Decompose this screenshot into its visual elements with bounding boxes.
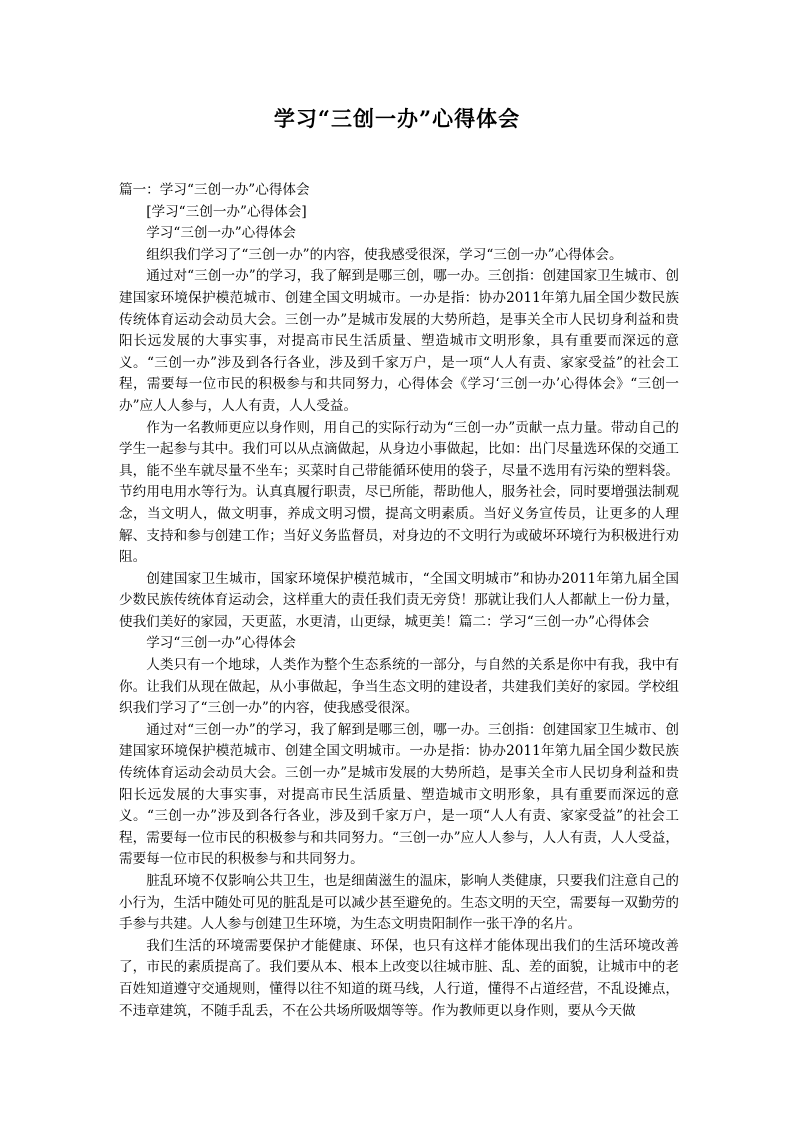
document-paragraph: 篇一：学习“三创一办”心得体会 bbox=[119, 182, 310, 198]
document-paragraph: 学习“三创一办”心得体会 bbox=[146, 225, 297, 242]
document-body bbox=[119, 180, 679, 1022]
document-paragraph: 学习“三创一办”心得体会 bbox=[146, 635, 297, 652]
document-title: 学习“三创一办”心得体会 bbox=[273, 106, 521, 131]
document-paragraph: 脏乱环境不仅影响公共卫生，也是细菌滋生的温床，影响人类健康，只要我们注意自己的小行为，生活中随处可见的脏乱是可以减少甚至避免的。生态文明的天空，需要每一双勤劳的手参与共建。人人参与创建卫生环境，为生态文明贵阳制作一张干净的名片。 bbox=[119, 873, 679, 933]
document-paragraph: 组织我们学习了“三创一办”的内容，使我感受很深，学习“三创一办”心得体会。 bbox=[146, 246, 623, 263]
document-paragraph: 创建国家卫生城市，国家环境保护模范城市，“全国文明城市”和协办2011年第九届全国少数民族传统体育运动会，这样重大的责任我们责无旁贷！那就让我们人人都献上一份力量，使我们美好的家园，天更蓝，水更清，山更绿，城更美！篇二：学习“三创一办”心得体会 bbox=[119, 570, 679, 630]
document-paragraph: 通过对“三创一办”的学习，我了解到是哪三创，哪一办。三创指：创建国家卫生城市、创建国家环境保护模范城市、创建全国文明城市。一办是指：协办2011年第九届全国少数民族传统体育运动会动员大会。三创一办”是城市发展的大势所趋，是事关全市人民切身利益和贵阳长远发展的大事实事，对提高市民生活质量、塑造城市文明形象，具有重要而深远的意义。“三创一办”涉及到各行各业，涉及到千家万户，是一项“人人有责、家家受益”的社会工程，需要每一位市民的积极参与和共同努力。“三创一办”应人人参与，人人有责，人人受益，需要每一位市民的积极参与和共同努力。 bbox=[119, 721, 679, 868]
document-paragraph: 通过对“三创一办”的学习，我了解到是哪三创，哪一办。三创指：创建国家卫生城市、创建国家环境保护模范城市、创建全国文明城市。一办是指：协办2011年第九届全国少数民族传统体育运动会动员大会。三创一办”是城市发展的大势所趋，是事关全市人民切身利益和贵阳长远发展的大事实事，对提高市民生活质量、塑造城市文明形象，具有重要而深远的意义。“三创一办”涉及到各行各业，涉及到千家万户，是一项“人人有责、家家受益”的社会工程，需要每一位市民的积极参与和共同努力，心得体会《学习‘三创一办’心得体会》“三创一办”应人人参与，人人有责，人人受益。 bbox=[119, 268, 679, 414]
document-paragraph: 我们生活的环境需要保护才能健康、环保，也只有这样才能体现出我们的生活环境改善了，市民的素质提高了。我们要从本、根本上改变以往城市脏、乱、差的面貌，让城市中的老百姓知道遵守交通规则，懂得以往不知道的斑马线，人行道，懂得不占道经营，不乱设摊点，不违章建筑，不随手乱丢，不在公共场所吸烟等等。作为教师更以身作则，要从今天做 bbox=[119, 937, 679, 1019]
document-paragraph: 人类只有一个地球，人类作为整个生态系统的一部分，与自然的关系是你中有我，我中有你。让我们从现在做起，从小事做起，争当生态文明的建设者，共建我们美好的家园。学校组织我们学习了“三创一办”的内容，使我感受很深。 bbox=[119, 657, 679, 717]
document-paragraph: [学习“三创一办”心得体会] bbox=[146, 203, 307, 220]
document-paragraph: 作为一名教师更应以身作则，用自己的实际行动为“三创一办”贡献一点力量。带动自己的学生一起参与其中。我们可以从点滴做起，从身边小事做起，比如：出门尽量选环保的交通工具，能不坐车就尽量不坐车；买菜时自己带能循环使用的袋子，尽量不选用有污染的塑料袋。节约用电用水等行为。认真真履行职责，尽已所能，帮助他人，服务社会，同时要增强法制观念，当文明人，做文明事，养成文明习惯，提高文明素质。当好义务宣传员，让更多的人理解、支持和参与创建工作；当好义务监督员，对身边的不文明行为或破坏环境行为积极进行劝阻。 bbox=[119, 419, 679, 566]
